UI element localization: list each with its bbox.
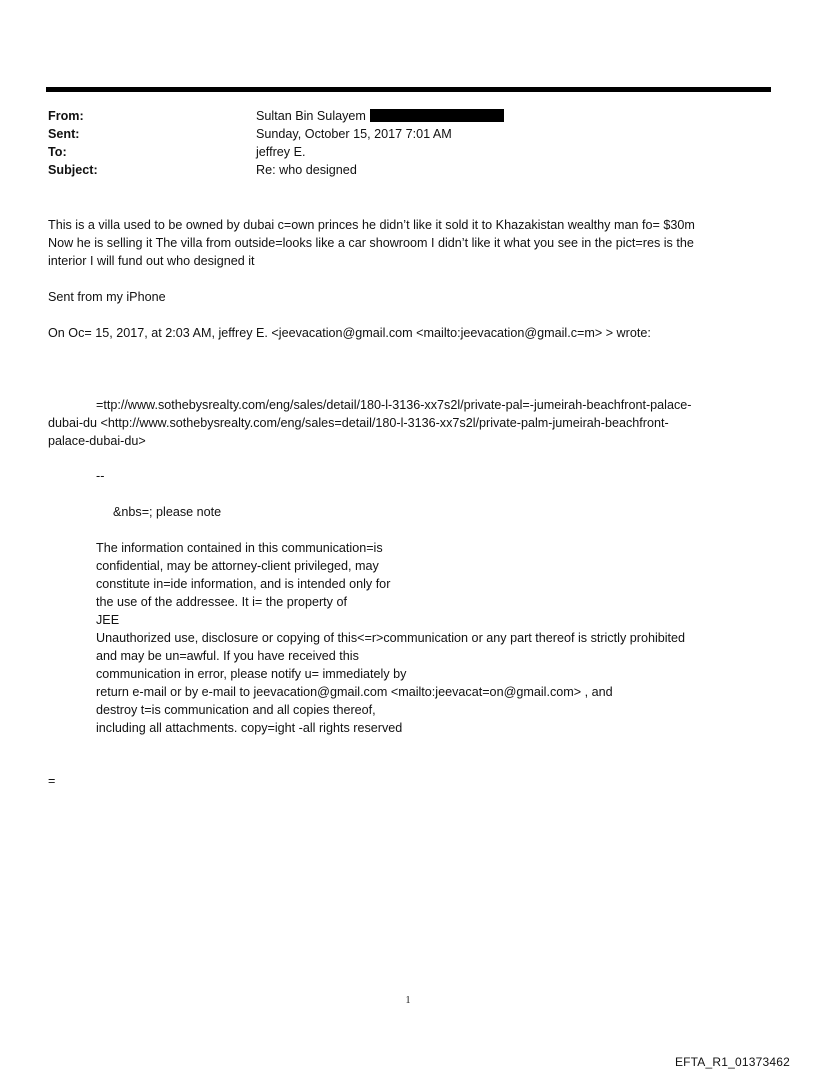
to-label: To: bbox=[48, 145, 67, 159]
from-label: From: bbox=[48, 109, 84, 123]
from-value bbox=[256, 107, 504, 125]
body-line: interior I will fund out who designed it bbox=[48, 254, 255, 268]
disclaimer-line: the use of the addressee. It i= the property of bbox=[96, 595, 347, 609]
body-line: Now he is selling it The villa from outside=looks like a car showroom I didn’t like it what you see in the pict=res is the bbox=[48, 236, 694, 250]
disclaimer-line: JEE bbox=[96, 613, 120, 627]
link-line: =ttp://www.sothebysrealty.com/eng/sales/detail/180-l-3136-xx7s2l/private-pal=-jumeirah-beachfront-palace- bbox=[96, 398, 692, 412]
disclaimer-line: return e-mail or by e-mail to jeevacation@gmail.com <mailto:jeevacat=on@gmail.com> , and bbox=[96, 685, 613, 699]
sent-value: Sunday, October 15, 2017 7:01 AM bbox=[256, 127, 452, 141]
disclaimer-line: Unauthorized use, disclosure or copying of this<=r>communication or any part thereof is strictly prohibited bbox=[96, 631, 686, 645]
disclaimer-line: communication in error, please notify u= immediately by bbox=[96, 667, 407, 681]
from-name: Sultan Bin Sulayem bbox=[256, 109, 366, 123]
disclaimer-line: destroy t=is communication and all copies thereof, bbox=[96, 703, 376, 717]
sent-label: Sent: bbox=[48, 127, 80, 141]
subject-label: Subject: bbox=[48, 163, 98, 177]
page-number: 1 bbox=[405, 995, 411, 1006]
disclaimer-line: confidential, may be attorney-client privileged, may bbox=[96, 559, 379, 573]
link-line: palace-dubai-du> bbox=[48, 434, 146, 448]
disclaimer-line: and may be un=awful. If you have received this bbox=[96, 649, 359, 663]
disclaimer-line: including all attachments. copy=ight -all rights reserved bbox=[96, 721, 403, 735]
subject-value: Re: who designed bbox=[256, 163, 357, 177]
to-value: jeffrey E. bbox=[256, 145, 306, 159]
link-line: dubai-du <http://www.sothebysrealty.com/eng/sales=detail/180-l-3136-xx7s2l/private-palm-jumeirah-beachfront- bbox=[48, 416, 669, 430]
body-line: This is a villa used to be owned by dubai c=own princes he didn’t like it sold it to Khazakistan wealthy man fo= $30m bbox=[48, 218, 695, 232]
please-note-line: &nbs=; please note bbox=[113, 505, 222, 519]
signature-line: Sent from my iPhone bbox=[48, 290, 166, 304]
disclaimer-line: The information contained in this communication=is bbox=[96, 541, 383, 555]
trailing-equals: = bbox=[48, 774, 56, 788]
document-id: EFTA_R1_01373462 bbox=[674, 1055, 790, 1069]
header-rule bbox=[46, 87, 771, 92]
redaction-box bbox=[370, 109, 504, 122]
quote-intro: On Oc= 15, 2017, at 2:03 AM, jeffrey E. <jeevacation@gmail.com <mailto:jeevacation@gmail.c=m> > wrote: bbox=[48, 326, 651, 340]
disclaimer-line: constitute in=ide information, and is intended only for bbox=[96, 577, 391, 591]
separator-dashes: -- bbox=[96, 469, 105, 483]
